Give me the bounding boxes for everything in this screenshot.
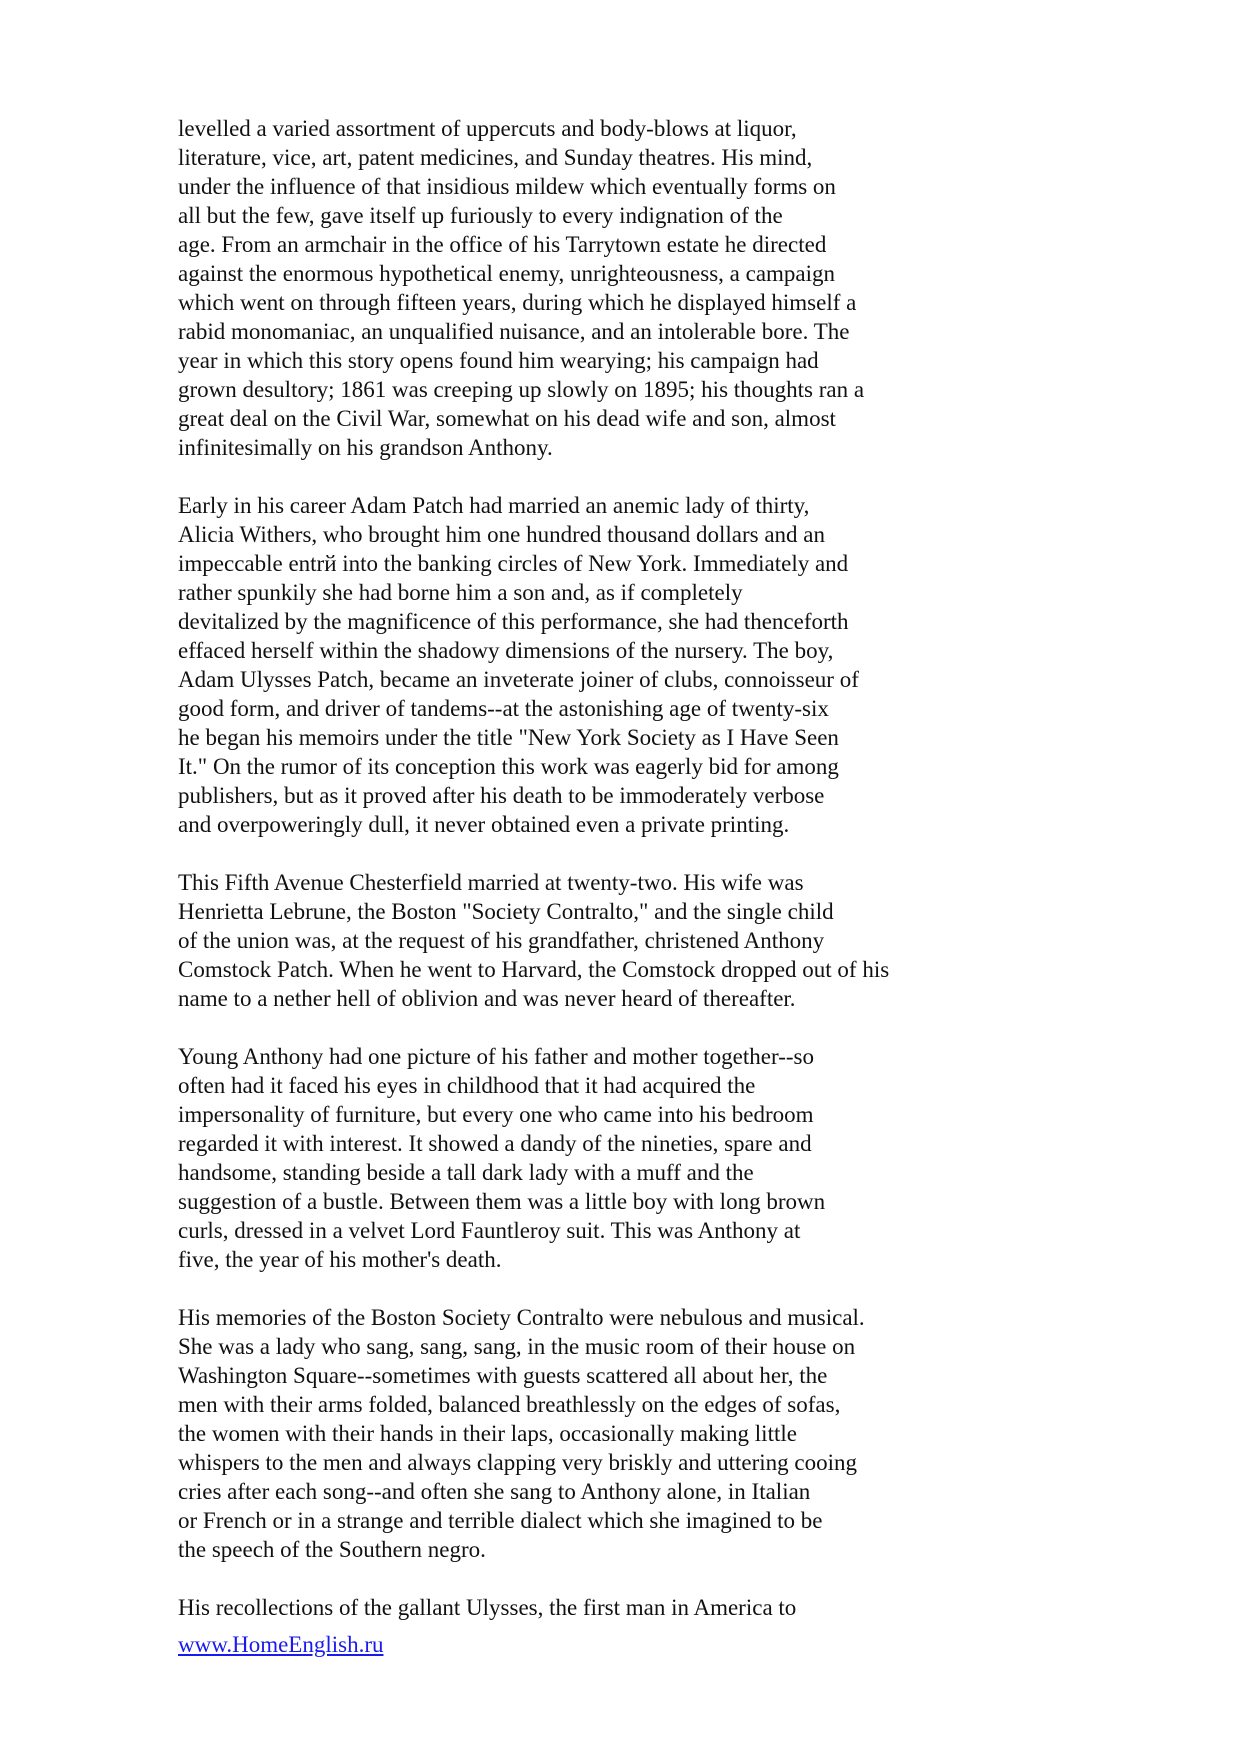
text-line: year in which this story opens found him wearying; his campaign had xyxy=(178,348,819,373)
text-line: against the enormous hypothetical enemy, unrighteousness, a campaign xyxy=(178,261,836,286)
text-line: Young Anthony had one picture of his father and mother together--so xyxy=(178,1044,814,1069)
document-body xyxy=(178,114,1218,1651)
text-line: publishers, but as it proved after his death to be immoderately verbose xyxy=(178,783,825,808)
text-line: grown desultory; 1861 was creeping up slowly on 1895; his thoughts ran a xyxy=(178,377,865,402)
text-line: of the union was, at the request of his grandfather, christened Anthony xyxy=(178,928,825,953)
text-line: five, the year of his mother's death. xyxy=(178,1247,502,1272)
text-line: and overpoweringly dull, it never obtained even a private printing. xyxy=(178,812,790,837)
paragraph-6 xyxy=(178,1593,1218,1622)
text-line: cries after each song--and often she sang to Anthony alone, in Italian xyxy=(178,1479,811,1504)
text-line: rather spunkily she had borne him a son and, as if completely xyxy=(178,580,743,605)
paragraph-5 xyxy=(178,1303,1218,1564)
text-line: age. From an armchair in the office of his Tarrytown estate he directed xyxy=(178,232,827,257)
text-line: the speech of the Southern negro. xyxy=(178,1537,486,1562)
text-line: good form, and driver of tandems--at the astonishing age of twenty-six xyxy=(178,696,829,721)
paragraph-4 xyxy=(178,1042,1218,1274)
text-line: handsome, standing beside a tall dark lady with a muff and the xyxy=(178,1160,754,1185)
text-line: regarded it with interest. It showed a dandy of the nineties, spare and xyxy=(178,1131,812,1156)
text-line: Washington Square--sometimes with guests scattered all about her, the xyxy=(178,1363,828,1388)
paragraph-2 xyxy=(178,491,1218,839)
text-line: the women with their hands in their laps, occasionally making little xyxy=(178,1421,797,1446)
text-line: curls, dressed in a velvet Lord Fauntleroy suit. This was Anthony at xyxy=(178,1218,801,1243)
text-line: levelled a varied assortment of uppercuts and body-blows at liquor, xyxy=(178,116,797,141)
text-line: Alicia Withers, who brought him one hundred thousand dollars and an xyxy=(178,522,825,547)
text-line: often had it faced his eyes in childhood that it had acquired the xyxy=(178,1073,756,1098)
text-line: whispers to the men and always clapping very briskly and uttering cooing xyxy=(178,1450,857,1475)
text-line: effaced herself within the shadowy dimensions of the nursery. The boy, xyxy=(178,638,834,663)
text-line: suggestion of a bustle. Between them was a little boy with long brown xyxy=(178,1189,826,1214)
text-line: name to a nether hell of oblivion and was never heard of thereafter. xyxy=(178,986,796,1011)
text-line: great deal on the Civil War, somewhat on his dead wife and son, almost xyxy=(178,406,836,431)
text-line: all but the few, gave itself up furiously to every indignation of the xyxy=(178,203,783,228)
text-line: which went on through fifteen years, during which he displayed himself a xyxy=(178,290,857,315)
text-line: Henrietta Lebrune, the Boston "Society Contralto," and the single child xyxy=(178,899,834,924)
text-line: he began his memoirs under the title "New York Society as I Have Seen xyxy=(178,725,839,750)
text-line: rabid monomaniac, an unqualified nuisance, and an intolerable bore. The xyxy=(178,319,850,344)
text-line: men with their arms folded, balanced breathlessly on the edges of sofas, xyxy=(178,1392,841,1417)
text-line: impersonality of furniture, but every one who came into his bedroom xyxy=(178,1102,814,1127)
text-line: Adam Ulysses Patch, became an inveterate joiner of clubs, connoisseur of xyxy=(178,667,859,692)
text-line: His memories of the Boston Society Contralto were nebulous and musical. xyxy=(178,1305,865,1330)
footer-website-link[interactable]: www.HomeEnglish.ru xyxy=(178,1632,384,1657)
text-line: Comstock Patch. When he went to Harvard, the Comstock dropped out of his xyxy=(178,957,890,982)
paragraph-3 xyxy=(178,868,1218,1013)
text-line: infinitesimally on his grandson Anthony. xyxy=(178,435,553,460)
text-line: or French or in a strange and terrible dialect which she imagined to be xyxy=(178,1508,823,1533)
text-line: under the influence of that insidious mildew which eventually forms on xyxy=(178,174,836,199)
text-line: His recollections of the gallant Ulysses, the first man in America to xyxy=(178,1595,797,1620)
text-line: impeccable entrй into the banking circles of New York. Immediately and xyxy=(178,551,849,576)
text-line: She was a lady who sang, sang, sang, in the music room of their house on xyxy=(178,1334,856,1359)
text-line: This Fifth Avenue Chesterfield married at twenty-two. His wife was xyxy=(178,870,804,895)
paragraph-1 xyxy=(178,114,1218,462)
text-line: devitalized by the magnificence of this performance, she had thenceforth xyxy=(178,609,849,634)
text-line: literature, vice, art, patent medicines, and Sunday theatres. His mind, xyxy=(178,145,813,170)
text-line: It." On the rumor of its conception this work was eagerly bid for among xyxy=(178,754,839,779)
text-line: Early in his career Adam Patch had married an anemic lady of thirty, xyxy=(178,493,810,518)
